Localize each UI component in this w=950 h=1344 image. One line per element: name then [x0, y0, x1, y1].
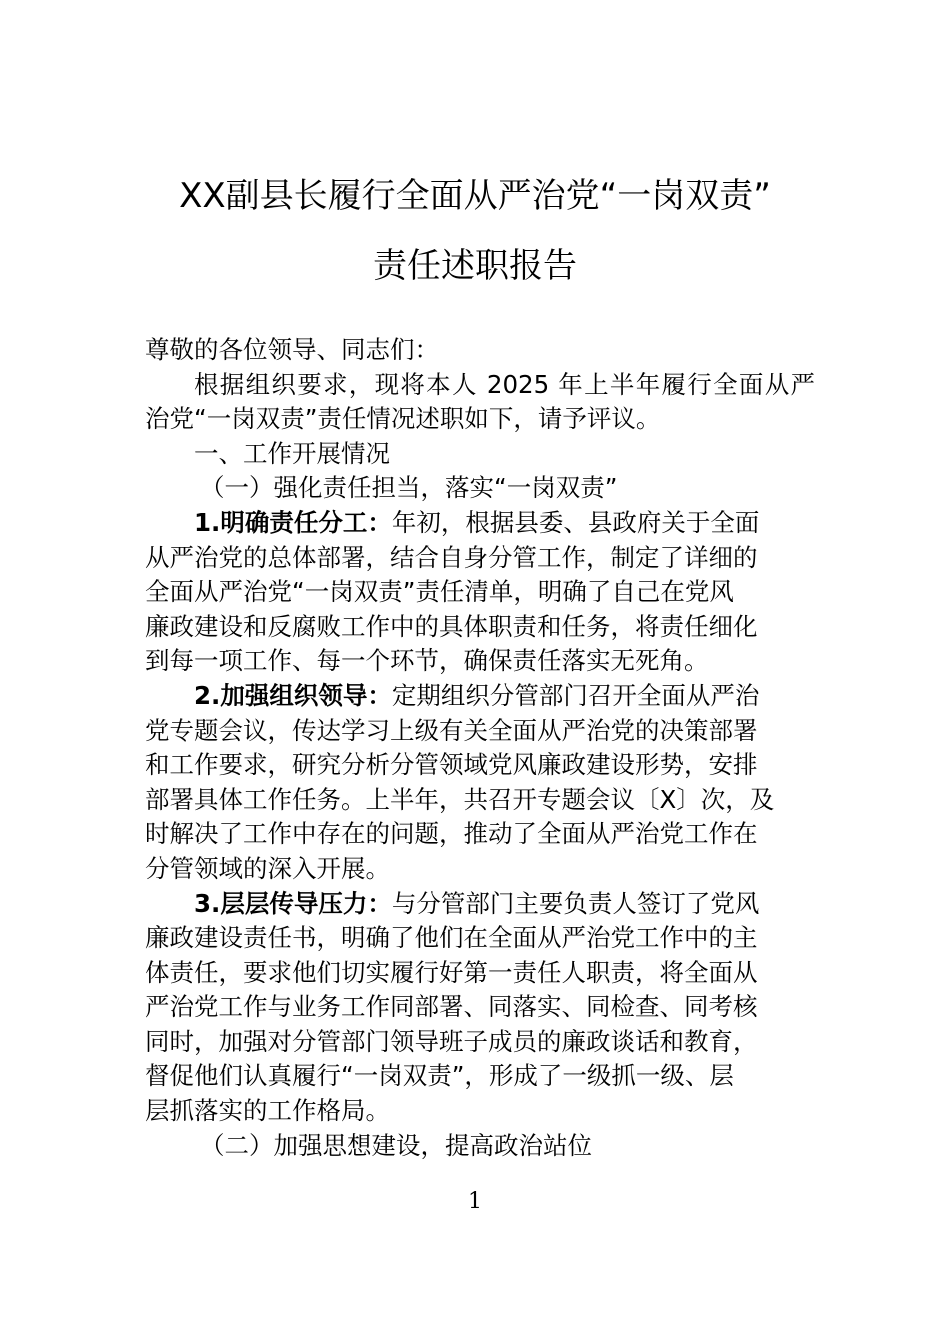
salutation: 尊敬的各位领导、同志们：	[145, 335, 439, 364]
item-3-line-6: 督促他们认真履行“一岗双责”，形成了一级抓一级、层	[145, 1061, 734, 1091]
subsection-1-heading: （一）强化责任担当，落实“一岗双责”	[200, 473, 618, 503]
page-number: 1	[468, 1189, 482, 1214]
item-3-line-3: 体责任，要求他们切实履行好第一责任人职责，将全面从	[145, 957, 758, 987]
item-2-line-4: 部署具体工作任务。上半年，共召开专题会议〔X〕次，及	[145, 784, 775, 814]
item-3-text-1: 与分管部门主要负责人签订了党风	[391, 888, 760, 918]
item-3-line-5: 同时，加强对分管部门领导班子成员的廉政谈话和教育，	[145, 1026, 758, 1056]
item-1-line-4: 廉政建设和反腐败工作中的具体职责和任务，将责任细化	[145, 611, 758, 641]
intro-line-1: 根据组织要求，现将本人 2025 年上半年履行全面从严	[194, 369, 815, 399]
item-1-line-2: 从严治党的总体部署，结合自身分管工作，制定了详细的	[145, 542, 758, 572]
document-title-line-1: XX副县长履行全面从严治党“一岗双责”	[179, 176, 771, 216]
item-1-first-line	[145, 506, 815, 541]
item-1-line-3: 全面从严治党“一岗双责”责任清单，明确了自己在党风	[145, 577, 734, 607]
item-3-first-line	[145, 887, 815, 922]
item-1-text-1: 年初，根据县委、县政府关于全面	[391, 507, 760, 537]
item-2-line-5: 时解决了工作中存在的问题，推动了全面从严治党工作在	[145, 819, 758, 849]
item-1-line-5: 到每一项工作、每一个环节，确保责任落实无死角。	[145, 646, 709, 676]
item-3-line-2: 廉政建设责任书，明确了他们在全面从严治党工作中的主	[145, 923, 758, 953]
section-1-heading: 一、工作开展情况	[194, 438, 390, 468]
item-2-line-2: 党专题会议，传达学习上级有关全面从严治党的决策部署	[145, 715, 758, 745]
document-body	[145, 333, 815, 1163]
item-2-first-line	[145, 679, 815, 714]
intro-line-2: 治党“一岗双责”责任情况述职如下，请予评议。	[145, 404, 661, 434]
item-1-label: 1.明确责任分工：	[194, 507, 392, 537]
item-2-text-1: 定期组织分管部门召开全面从严治	[391, 680, 760, 710]
item-3-label: 3.层层传导压力：	[194, 888, 392, 918]
item-3-line-4: 严治党工作与业务工作同部署、同落实、同检查、同考核	[145, 992, 758, 1022]
item-3-line-7: 层抓落实的工作格局。	[145, 1096, 390, 1126]
item-2-line-3: 和工作要求，研究分析分管领域党风廉政建设形势，安排	[145, 750, 758, 780]
item-2-line-6: 分管领域的深入开展。	[145, 853, 390, 883]
item-2-label: 2.加强组织领导：	[194, 680, 392, 710]
subsection-2-heading: （二）加强思想建设，提高政治站位	[200, 1130, 592, 1160]
document-title-line-2: 责任述职报告	[373, 246, 577, 286]
